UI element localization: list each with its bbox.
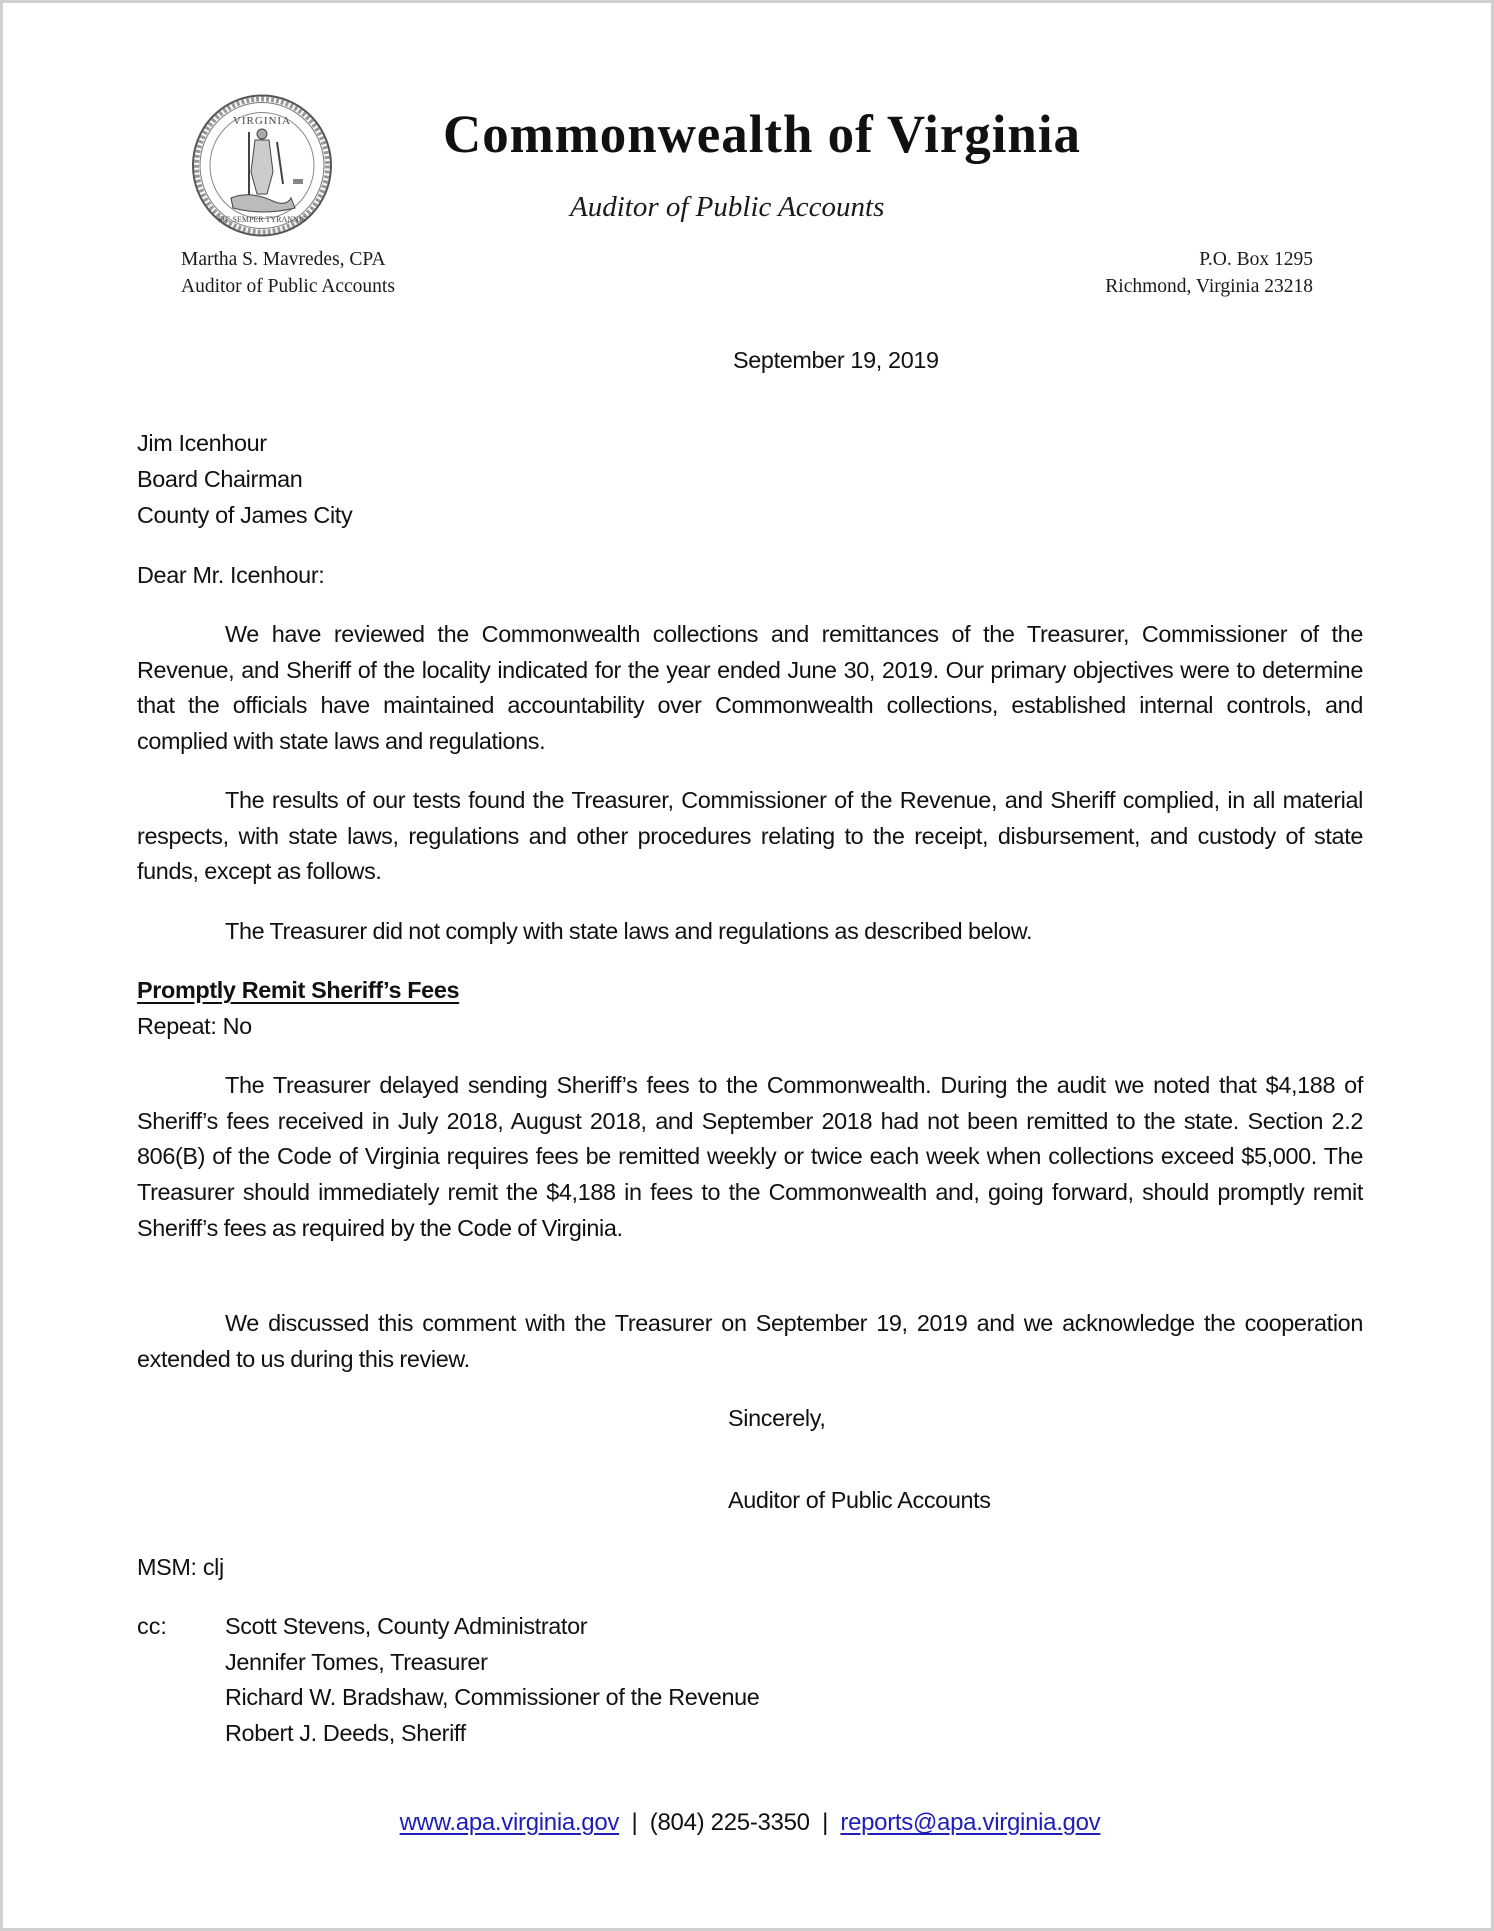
cc-recipient: Scott Stevens, County Administrator [225, 1613, 588, 1639]
finding-repeat: Repeat: No [137, 1013, 252, 1039]
recipient-name: Jim Icenhour [137, 430, 267, 456]
sender-title: Auditor of Public Accounts [181, 276, 395, 297]
svg-text:SIC SEMPER TYRANNIS: SIC SEMPER TYRANNIS [218, 215, 306, 224]
cc-recipient: Jennifer Tomes, Treasurer [225, 1648, 488, 1675]
sender-name: Martha S. Mavredes, CPA [181, 249, 386, 270]
salutation: Dear Mr. Icenhour: [137, 562, 325, 588]
closing-paragraph: We discussed this comment with the Treasurer on September 19, 2019 and we acknowledge the cooperation extended to us during this review. [137, 1310, 1363, 1372]
letter-date: September 19, 2019 [733, 347, 939, 373]
phone-number: (804) 225-3350 [649, 1809, 810, 1836]
website-link[interactable]: www.apa.virginia.gov [399, 1809, 620, 1836]
footer-separator: | [822, 1809, 829, 1836]
cc-recipient: Robert J. Deeds, Sheriff [225, 1720, 466, 1747]
finding-heading: Promptly Remit Sheriff’s Fees [137, 977, 460, 1003]
virginia-state-seal-icon [191, 94, 333, 237]
cc-label: cc: [137, 1613, 167, 1639]
initials: MSM: clj [137, 1554, 224, 1580]
recipient-organization: County of James City [137, 502, 353, 528]
address-line-1: P.O. Box 1295 [1199, 249, 1313, 270]
body-paragraph-1: We have reviewed the Commonwealth collections and remittances of the Treasurer, Commissioner of the Revenue, and Sheriff of the locality indicated for the year ended June 30, 2019. Our primary objectives were to determine that the officials have maintained accountability over Commonwealth collections, established internal controls, and complied with state laws and regulations. [137, 621, 1363, 755]
footer [3, 1809, 1494, 1837]
body-paragraph-2: The results of our tests found the Treasurer, Commissioner of the Revenue, and Sheriff complied, in all material respects, with state laws, regulations and other procedures relating to the receipt, disbursement, and custody of state funds, except as follows. [137, 787, 1363, 885]
recipient-title: Board Chairman [137, 466, 303, 492]
signature-closing: Sincerely, [728, 1405, 826, 1431]
letterhead-subtitle: Auditor of Public Accounts [570, 191, 885, 223]
cc-list [225, 1609, 759, 1752]
footer-separator: | [631, 1809, 638, 1836]
sender-block [181, 246, 395, 300]
finding-body: The Treasurer delayed sending Sheriff’s fees to the Commonwealth. During the audit we noted that $4,188 of Sheriff’s fees received in July 2018, August 2018, and September 2018 had not been remitted to the state. Section 2.2 806(B) of the Code of Virginia requires fees be remitted weekly or twice each week when collections exceed $5,000. The Treasurer should immediately remit the $4,188 in fees to the Commonwealth and, going forward, should promptly remit Sheriff’s fees as required by the Code of Virginia. [137, 1072, 1363, 1241]
signature-signer: Auditor of Public Accounts [728, 1487, 991, 1513]
office-address [1105, 246, 1313, 300]
body-paragraph-3: The Treasurer did not comply with state laws and regulations as described below. [225, 918, 1033, 944]
address-line-2: Richmond, Virginia 23218 [1105, 276, 1313, 297]
cc-recipient: Richard W. Bradshaw, Commissioner of the Revenue [225, 1684, 760, 1711]
email-link[interactable]: reports@apa.virginia.gov [840, 1809, 1101, 1836]
letterhead-title: Commonwealth of Virginia [443, 104, 1081, 164]
svg-text:VIRGINIA: VIRGINIA [232, 115, 292, 127]
